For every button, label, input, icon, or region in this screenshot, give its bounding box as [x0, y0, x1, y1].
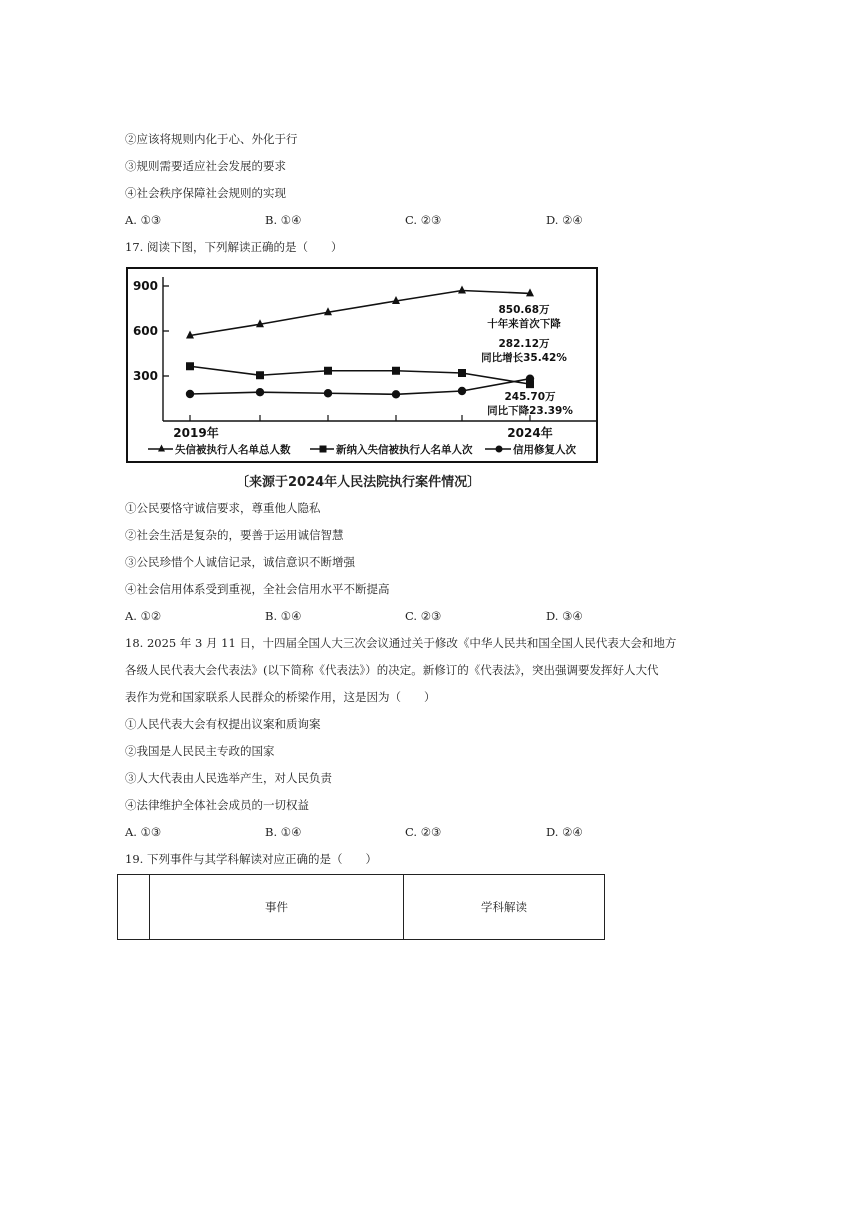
triangle-marker — [158, 445, 165, 452]
q16-option-b[interactable]: B. ①④ — [265, 213, 302, 227]
x-tick-label: 2019年 — [173, 426, 219, 440]
q18-statement-3: ③人大代表由人民选举产生，对人民负责 — [125, 771, 332, 785]
q18-option-d[interactable]: D. ②④ — [546, 825, 583, 839]
q18-option-c[interactable]: C. ②③ — [405, 825, 442, 839]
table-cell-index — [118, 875, 150, 940]
annotation-value: 850.68万 — [498, 304, 550, 316]
q19-question: 19. 下列事件与其学科解读对应正确的是（ ） — [125, 852, 377, 866]
circle-marker — [496, 446, 503, 453]
x-tick-label: 2024年 — [507, 426, 553, 440]
circle-marker — [324, 389, 332, 397]
q18-question-line-3: 表作为党和国家联系人民群众的桥梁作用，这是因为（ ） — [125, 690, 436, 704]
circle-marker — [392, 390, 400, 398]
q16-option-c[interactable]: C. ②③ — [405, 213, 442, 227]
annotation-value: 282.12万 — [498, 338, 550, 350]
q16-statement-3: ③规则需要适应社会发展的要求 — [125, 159, 286, 173]
q17-option-d[interactable]: D. ③④ — [546, 609, 583, 623]
q18-option-b[interactable]: B. ①④ — [265, 825, 302, 839]
q17-question: 17. 阅读下图，下列解读正确的是（ ） — [125, 240, 343, 254]
y-tick-label: 300 — [132, 369, 158, 383]
square-marker — [186, 362, 194, 370]
q18-option-a[interactable]: A. ①③ — [125, 825, 162, 839]
q17-statement-4: ④社会信用体系受到重视，全社会信用水平不断提高 — [125, 582, 390, 596]
annotation-note: 同比增长35.42% — [481, 352, 567, 364]
q16-statement-2: ②应该将规则内化于心、外化于行 — [125, 132, 298, 146]
q18-question-line-2: 各级人民代表大会代表法》(以下简称《代表法》）的决定。新修订的《代表法》，突出强调要发挥好人大代 — [125, 663, 659, 677]
square-marker — [392, 367, 400, 375]
table-row — [118, 875, 605, 940]
series-line-2 — [190, 366, 530, 384]
q17-option-a[interactable]: A. ①② — [125, 609, 162, 623]
line-chart — [126, 267, 598, 463]
series-line-3 — [190, 379, 530, 395]
q17-option-b[interactable]: B. ①④ — [265, 609, 302, 623]
annotation-value: 245.70万 — [504, 391, 556, 403]
q18-statement-4: ④法律维护全体社会成员的一切权益 — [125, 798, 309, 812]
triangle-marker — [458, 286, 466, 294]
q18-statement-1: ①人民代表大会有权提出议案和质询案 — [125, 717, 321, 731]
y-tick-label: 600 — [132, 324, 158, 338]
q17-option-c[interactable]: C. ②③ — [405, 609, 442, 623]
legend-label: 信用修复人次 — [513, 444, 576, 456]
circle-marker — [186, 390, 194, 398]
circle-marker — [458, 387, 466, 395]
q17-statement-1: ①公民要恪守诚信要求，尊重他人隐私 — [125, 501, 321, 515]
q17-statement-3: ③公民珍惜个人诚信记录，诚信意识不断增强 — [125, 555, 355, 569]
q16-option-a[interactable]: A. ①③ — [125, 213, 162, 227]
q16-statement-4: ④社会秩序保障社会规则的实现 — [125, 186, 286, 200]
legend-label: 失信被执行人名单总人数 — [175, 444, 291, 456]
table-header-event: 事件 — [150, 875, 404, 940]
square-marker — [256, 371, 264, 379]
legend-label: 新纳入失信被执行人名单人次 — [336, 444, 473, 456]
square-marker — [458, 369, 466, 377]
q18-question-line-1: 18. 2025 年 3 月 11 日，十四届全国人大三次会议通过关于修改《中华人民共和国全国人民代表大会和地方 — [125, 636, 677, 650]
annotation-note: 同比下降23.39% — [487, 405, 573, 417]
annotation-note: 十年来首次下降 — [487, 318, 561, 330]
chart-svg — [128, 269, 596, 461]
q18-statement-2: ②我国是人民民主专政的国家 — [125, 744, 275, 758]
q17-statement-2: ②社会生活是复杂的，要善于运用诚信智慧 — [125, 528, 344, 542]
chart-source: 〔来源于2024年人民法院执行案件情况〕 — [236, 475, 481, 490]
series-line-1 — [190, 291, 530, 336]
triangle-marker — [526, 288, 534, 296]
y-tick-label: 900 — [132, 279, 158, 293]
q19-table — [117, 874, 605, 940]
table-header-interpretation: 学科解读 — [404, 875, 605, 940]
square-marker — [324, 367, 332, 375]
square-marker — [320, 446, 327, 453]
circle-marker — [256, 388, 264, 396]
circle-marker — [526, 374, 534, 382]
q16-option-d[interactable]: D. ②④ — [546, 213, 583, 227]
